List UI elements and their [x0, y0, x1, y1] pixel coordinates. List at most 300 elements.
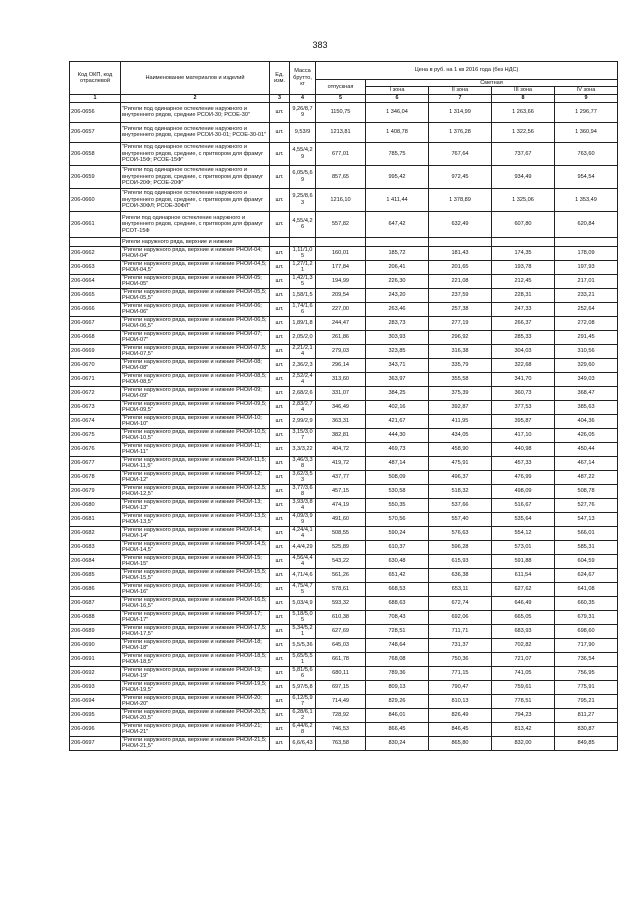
- unit-cell: шт.: [270, 400, 290, 414]
- zone-4-price-cell: 197,93: [555, 260, 618, 274]
- release-price-cell: 382,81: [316, 428, 366, 442]
- zone-2-price-cell: 181,43: [429, 246, 492, 260]
- table-row: [70, 102, 618, 122]
- code-cell: 206-0690: [70, 638, 121, 652]
- group-code-cell: [70, 237, 121, 246]
- zone-2-price-cell: 711,71: [429, 624, 492, 638]
- zone-2-price-cell: 632,49: [429, 211, 492, 237]
- zone-3-price-cell: 212,45: [492, 274, 555, 288]
- mass-cell: 6,28/6,1 2: [290, 708, 316, 722]
- table-row: [70, 372, 618, 386]
- name-cell: "Ригели наружного ряда, верхние и нижние РНОИ-13; РНОИ-13": [121, 498, 270, 512]
- zone-4-price-cell: 178,09: [555, 246, 618, 260]
- table-row: [70, 694, 618, 708]
- unit-cell: шт.: [270, 288, 290, 302]
- zone-4-price-cell: 660,35: [555, 596, 618, 610]
- mass-cell: 4,75/4,7 5: [290, 582, 316, 596]
- table-header: [70, 62, 618, 103]
- zone-2-price-cell: 375,39: [429, 386, 492, 400]
- mass-cell: 5,18/5,0 5: [290, 610, 316, 624]
- zone-2-price-cell: 750,36: [429, 652, 492, 666]
- zone-3-price-cell: 360,73: [492, 386, 555, 400]
- zone-1-price-cell: 487,14: [366, 456, 429, 470]
- unit-cell: шт.: [270, 344, 290, 358]
- zone-3-price-cell: 516,67: [492, 498, 555, 512]
- name-cell: "Ригели наружного ряда, верхние и нижние РНОИ-21; РНОИ-21": [121, 722, 270, 736]
- zone-4-price-cell: 624,67: [555, 568, 618, 582]
- release-price-cell: 209,54: [316, 288, 366, 302]
- name-cell: "Ригели наружного ряда, верхние и нижние РНОИ-14,5; РНОИ-14,5": [121, 540, 270, 554]
- zone-3-price-cell: 304,03: [492, 344, 555, 358]
- zone-2-price-cell: 411,95: [429, 414, 492, 428]
- name-cell: "Ригели наружного ряда, верхние и нижние РНОИ-09,5; РНОИ-09,5": [121, 400, 270, 414]
- col-number: 9: [555, 94, 618, 102]
- price-table: [69, 61, 618, 751]
- release-price-cell: 1213,81: [316, 122, 366, 142]
- zone-1-price-cell: 708,43: [366, 610, 429, 624]
- zone-1-price-cell: 668,53: [366, 582, 429, 596]
- release-price-cell: 543,22: [316, 554, 366, 568]
- name-cell: "Ригели наружного ряда, верхние и нижние РНОИ-04,5; РНОИ-04,5": [121, 260, 270, 274]
- release-price-cell: 313,60: [316, 372, 366, 386]
- release-price-cell: 557,82: [316, 211, 366, 237]
- zone-2-price-cell: 771,15: [429, 666, 492, 680]
- zone-1-price-cell: 866,45: [366, 722, 429, 736]
- header-mass: Масса брутто, кг: [290, 62, 316, 95]
- unit-cell: шт.: [270, 302, 290, 316]
- header-zone-3: III зона: [492, 87, 555, 94]
- zone-4-price-cell: 310,56: [555, 344, 618, 358]
- zone-3-price-cell: 228,31: [492, 288, 555, 302]
- zone-3-price-cell: 395,87: [492, 414, 555, 428]
- name-cell: "Ригели наружного ряда, верхние и нижние РНОИ-07,5; РНОИ-07,5": [121, 344, 270, 358]
- unit-cell: шт.: [270, 596, 290, 610]
- name-cell: "Ригели наружного ряда, верхние и нижние РНОИ-11; РНОИ-11": [121, 442, 270, 456]
- code-cell: 206-0694: [70, 694, 121, 708]
- table-row: [70, 666, 618, 680]
- unit-cell: шт.: [270, 102, 290, 122]
- unit-cell: шт.: [270, 246, 290, 260]
- zone-2-price-cell: 865,80: [429, 736, 492, 750]
- zone-4-price-cell: 566,01: [555, 526, 618, 540]
- zone-3-price-cell: 646,49: [492, 596, 555, 610]
- zone-3-price-cell: 377,53: [492, 400, 555, 414]
- code-cell: 206-0696: [70, 722, 121, 736]
- release-price-cell: 227,00: [316, 302, 366, 316]
- name-cell: "Ригели под одинарное остекление наружного и внутреннего рядов, средние, с притвором для фрамуг РСОИ-15Ф; РСОЕ-15Ф": [121, 142, 270, 165]
- zone-3-price-cell: 702,82: [492, 638, 555, 652]
- zone-2-price-cell: 518,32: [429, 484, 492, 498]
- zone-1-price-cell: 830,24: [366, 736, 429, 750]
- name-cell: "Ригели наружного ряда, верхние и нижние РНОИ-06; РНОИ-06": [121, 302, 270, 316]
- release-price-cell: 404,72: [316, 442, 366, 456]
- name-cell: Ригели под одинарное остекление наружного и внутреннего рядов, средние, с притвором для фрамуг РСОТ-15Ф: [121, 211, 270, 237]
- mass-cell: 3,77/3,6 8: [290, 484, 316, 498]
- zone-1-price-cell: 789,36: [366, 666, 429, 680]
- code-cell: 206-0670: [70, 358, 121, 372]
- unit-cell: шт.: [270, 708, 290, 722]
- zone-3-price-cell: 832,00: [492, 736, 555, 750]
- mass-cell: 6,44/6,2 8: [290, 722, 316, 736]
- table-row: [70, 211, 618, 237]
- table-row: [70, 638, 618, 652]
- zone-2-price-cell: 1 378,89: [429, 188, 492, 211]
- mass-cell: 3,93/3,8 4: [290, 498, 316, 512]
- release-price-cell: 491,60: [316, 512, 366, 526]
- group-empty-cell: [366, 237, 429, 246]
- zone-3-price-cell: 193,78: [492, 260, 555, 274]
- zone-3-price-cell: 573,01: [492, 540, 555, 554]
- column-number-row: [70, 94, 618, 102]
- name-cell: "Ригели наружного ряда, верхние и нижние РНОИ-18,5; РНОИ-18,5": [121, 652, 270, 666]
- unit-cell: шт.: [270, 442, 290, 456]
- zone-4-price-cell: 717,90: [555, 638, 618, 652]
- zone-1-price-cell: 363,97: [366, 372, 429, 386]
- table-row: [70, 122, 618, 142]
- mass-cell: 2,21/2,1 4: [290, 344, 316, 358]
- zone-1-price-cell: 748,64: [366, 638, 429, 652]
- release-price-cell: 160,01: [316, 246, 366, 260]
- zone-1-price-cell: 809,13: [366, 680, 429, 694]
- zone-1-price-cell: 283,73: [366, 316, 429, 330]
- code-cell: 206-0671: [70, 372, 121, 386]
- mass-cell: 5,34/5,2 1: [290, 624, 316, 638]
- zone-2-price-cell: 596,28: [429, 540, 492, 554]
- code-cell: 206-0695: [70, 708, 121, 722]
- zone-3-price-cell: 341,70: [492, 372, 555, 386]
- zone-4-price-cell: 291,45: [555, 330, 618, 344]
- group-empty-cell: [316, 237, 366, 246]
- zone-2-price-cell: 576,63: [429, 526, 492, 540]
- unit-cell: шт.: [270, 498, 290, 512]
- zone-4-price-cell: 252,64: [555, 302, 618, 316]
- header-code: Код ОКП, код отраслевой: [70, 62, 121, 95]
- name-cell: "Ригели наружного ряда, верхние и нижние РНОИ-18; РНОИ-18": [121, 638, 270, 652]
- mass-cell: 2,36/2,3: [290, 358, 316, 372]
- group-empty-cell: [290, 237, 316, 246]
- table-row: [70, 470, 618, 484]
- code-cell: 206-0677: [70, 456, 121, 470]
- zone-1-price-cell: 469,73: [366, 442, 429, 456]
- code-cell: 206-0659: [70, 165, 121, 188]
- zone-4-price-cell: 426,05: [555, 428, 618, 442]
- mass-cell: 1,42/1,3 5: [290, 274, 316, 288]
- name-cell: "Ригели наружного ряда, верхние и нижние РНОИ-10; РНОИ-10": [121, 414, 270, 428]
- unit-cell: шт.: [270, 484, 290, 498]
- code-cell: 206-0668: [70, 330, 121, 344]
- zone-4-price-cell: 830,87: [555, 722, 618, 736]
- table-row: [70, 274, 618, 288]
- mass-cell: 5,81/5,6 6: [290, 666, 316, 680]
- code-cell: 206-0663: [70, 260, 121, 274]
- table-row: [70, 708, 618, 722]
- zone-2-price-cell: 277,19: [429, 316, 492, 330]
- zone-3-price-cell: 1 263,66: [492, 102, 555, 122]
- group-label: Ригели наружного ряда, верхние и нижние: [121, 237, 270, 246]
- zone-1-price-cell: 421,67: [366, 414, 429, 428]
- zone-1-price-cell: 226,30: [366, 274, 429, 288]
- code-cell: 206-0676: [70, 442, 121, 456]
- mass-cell: 6,12/5,9 7: [290, 694, 316, 708]
- zone-3-price-cell: 591,88: [492, 554, 555, 568]
- table-row: [70, 316, 618, 330]
- zone-1-price-cell: 647,42: [366, 211, 429, 237]
- release-price-cell: 857,65: [316, 165, 366, 188]
- table-row: [70, 428, 618, 442]
- release-price-cell: 593,32: [316, 596, 366, 610]
- zone-3-price-cell: 627,62: [492, 582, 555, 596]
- zone-1-price-cell: 402,16: [366, 400, 429, 414]
- code-cell: 206-0669: [70, 344, 121, 358]
- table-row: [70, 456, 618, 470]
- release-price-cell: 728,92: [316, 708, 366, 722]
- zone-4-price-cell: 450,44: [555, 442, 618, 456]
- table-row: [70, 512, 618, 526]
- mass-cell: 5,97/5,8: [290, 680, 316, 694]
- release-price-cell: 474,19: [316, 498, 366, 512]
- zone-3-price-cell: 934,49: [492, 165, 555, 188]
- name-cell: "Ригели наружного ряда, верхние и нижние РНОИ-05; РНОИ-05": [121, 274, 270, 288]
- zone-4-price-cell: 620,84: [555, 211, 618, 237]
- zone-1-price-cell: 995,42: [366, 165, 429, 188]
- code-cell: 206-0675: [70, 428, 121, 442]
- zone-2-price-cell: 475,91: [429, 456, 492, 470]
- unit-cell: шт.: [270, 428, 290, 442]
- zone-3-price-cell: 794,23: [492, 708, 555, 722]
- unit-cell: шт.: [270, 414, 290, 428]
- table-row: [70, 610, 618, 624]
- zone-4-price-cell: 368,47: [555, 386, 618, 400]
- release-price-cell: 244,47: [316, 316, 366, 330]
- code-cell: 206-0678: [70, 470, 121, 484]
- code-cell: 206-0685: [70, 568, 121, 582]
- zone-2-price-cell: 355,58: [429, 372, 492, 386]
- zone-4-price-cell: 795,21: [555, 694, 618, 708]
- release-price-cell: 677,01: [316, 142, 366, 165]
- name-cell: "Ригели наружного ряда, верхние и нижние РНОИ-05,5; РНОИ-05,5": [121, 288, 270, 302]
- table-row: [70, 652, 618, 666]
- name-cell: "Ригели наружного ряда, верхние и нижние РНОИ-17,5; РНОИ-17,5": [121, 624, 270, 638]
- zone-4-price-cell: 349,03: [555, 372, 618, 386]
- table-row: [70, 165, 618, 188]
- header-zone-4: IV зона: [555, 87, 618, 94]
- name-cell: "Ригели под одинарное остекление наружного и внутреннего рядов, средние, с притвором для фрамуг РСОИ-30ФЛ; РСОЕ-30ФЛ": [121, 188, 270, 211]
- unit-cell: шт.: [270, 554, 290, 568]
- unit-cell: шт.: [270, 358, 290, 372]
- release-price-cell: 680,11: [316, 666, 366, 680]
- name-cell: "Ригели наружного ряда, верхние и нижние РНОИ-06,5; РНОИ-06,5": [121, 316, 270, 330]
- zone-4-price-cell: 1 360,94: [555, 122, 618, 142]
- zone-4-price-cell: 849,85: [555, 736, 618, 750]
- zone-4-price-cell: 508,78: [555, 484, 618, 498]
- code-cell: 206-0673: [70, 400, 121, 414]
- unit-cell: шт.: [270, 211, 290, 237]
- name-cell: "Ригели наружного ряда, верхние и нижние РНОИ-20,5; РНОИ-20,5": [121, 708, 270, 722]
- code-cell: 206-0662: [70, 246, 121, 260]
- table-row: [70, 498, 618, 512]
- code-cell: 206-0674: [70, 414, 121, 428]
- zone-2-price-cell: 316,38: [429, 344, 492, 358]
- zone-3-price-cell: 322,68: [492, 358, 555, 372]
- unit-cell: шт.: [270, 582, 290, 596]
- mass-cell: 2,68/2,6: [290, 386, 316, 400]
- code-cell: 206-0688: [70, 610, 121, 624]
- zone-1-price-cell: 768,08: [366, 652, 429, 666]
- release-price-cell: 627,69: [316, 624, 366, 638]
- header-name: Наименование материалов и изделий: [121, 62, 270, 95]
- name-cell: "Ригели наружного ряда, верхние и нижние РНОИ-21,5; РНОИ-21,5": [121, 736, 270, 750]
- page-number: 383: [312, 40, 328, 50]
- col-number: 6: [366, 94, 429, 102]
- zone-3-price-cell: 440,98: [492, 442, 555, 456]
- name-cell: "Ригели наружного ряда, верхние и нижние РНОИ-12,5; РНОИ-12,5": [121, 484, 270, 498]
- unit-cell: шт.: [270, 694, 290, 708]
- col-number: 1: [70, 94, 121, 102]
- mass-cell: 9,26/8,7 9: [290, 102, 316, 122]
- release-price-cell: 296,14: [316, 358, 366, 372]
- zone-1-price-cell: 630,48: [366, 554, 429, 568]
- release-price-cell: 561,26: [316, 568, 366, 582]
- unit-cell: шт.: [270, 638, 290, 652]
- unit-cell: шт.: [270, 680, 290, 694]
- mass-cell: 2,52/2,4 4: [290, 372, 316, 386]
- zone-1-price-cell: 651,42: [366, 568, 429, 582]
- name-cell: "Ригели наружного ряда, верхние и нижние РНОИ-11,5; РНОИ-11,5": [121, 456, 270, 470]
- zone-2-price-cell: 434,05: [429, 428, 492, 442]
- release-price-cell: 261,86: [316, 330, 366, 344]
- release-price-cell: 661,78: [316, 652, 366, 666]
- zone-1-price-cell: 846,01: [366, 708, 429, 722]
- unit-cell: шт.: [270, 372, 290, 386]
- group-empty-cell: [555, 237, 618, 246]
- code-cell: 206-0679: [70, 484, 121, 498]
- mass-cell: 6,05/5,6 9: [290, 165, 316, 188]
- zone-1-price-cell: 590,24: [366, 526, 429, 540]
- zone-3-price-cell: 498,09: [492, 484, 555, 498]
- zone-2-price-cell: 557,40: [429, 512, 492, 526]
- zone-4-price-cell: 1 353,49: [555, 188, 618, 211]
- header-estimate: Сметная: [366, 80, 618, 87]
- mass-cell: 1,58/1,5: [290, 288, 316, 302]
- code-cell: 206-0666: [70, 302, 121, 316]
- unit-cell: шт.: [270, 316, 290, 330]
- table-row: [70, 246, 618, 260]
- zone-2-price-cell: 392,87: [429, 400, 492, 414]
- mass-cell: 4,55/4,2 6: [290, 211, 316, 237]
- zone-1-price-cell: 785,75: [366, 142, 429, 165]
- zone-4-price-cell: 775,91: [555, 680, 618, 694]
- zone-4-price-cell: 487,22: [555, 470, 618, 484]
- release-price-cell: 1150,75: [316, 102, 366, 122]
- release-price-cell: 419,72: [316, 456, 366, 470]
- zone-4-price-cell: 527,76: [555, 498, 618, 512]
- zone-4-price-cell: 698,60: [555, 624, 618, 638]
- release-price-cell: 457,15: [316, 484, 366, 498]
- mass-cell: 9,25/8,6 3: [290, 188, 316, 211]
- unit-cell: шт.: [270, 456, 290, 470]
- unit-cell: шт.: [270, 526, 290, 540]
- header-unit: Ед. изм.: [270, 62, 290, 95]
- name-cell: "Ригели наружного ряда, верхние и нижние РНОИ-16,5; РНОИ-16,5": [121, 596, 270, 610]
- zone-2-price-cell: 731,37: [429, 638, 492, 652]
- unit-cell: шт.: [270, 274, 290, 288]
- zone-3-price-cell: 759,61: [492, 680, 555, 694]
- zone-3-price-cell: 1 322,56: [492, 122, 555, 142]
- zone-2-price-cell: 846,45: [429, 722, 492, 736]
- zone-2-price-cell: 692,06: [429, 610, 492, 624]
- name-cell: "Ригели под одинарное остекление наружного и внутреннего рядов, средние РСОИ-30; РСОЕ-30": [121, 102, 270, 122]
- mass-cell: 3,62/3,5 3: [290, 470, 316, 484]
- unit-cell: шт.: [270, 330, 290, 344]
- mass-cell: 3,46/3,3 8: [290, 456, 316, 470]
- name-cell: "Ригели наружного ряда, верхние и нижние РНОИ-12; РНОИ-12": [121, 470, 270, 484]
- table-row: [70, 260, 618, 274]
- table-row: [70, 330, 618, 344]
- release-price-cell: 610,38: [316, 610, 366, 624]
- unit-cell: шт.: [270, 722, 290, 736]
- mass-cell: 5,03/4,9: [290, 596, 316, 610]
- release-price-cell: 1216,10: [316, 188, 366, 211]
- unit-cell: шт.: [270, 165, 290, 188]
- code-cell: 206-0689: [70, 624, 121, 638]
- mass-cell: 1,11/1,0 5: [290, 246, 316, 260]
- zone-3-price-cell: 737,67: [492, 142, 555, 165]
- zone-4-price-cell: 756,95: [555, 666, 618, 680]
- table-row: [70, 568, 618, 582]
- zone-2-price-cell: 636,38: [429, 568, 492, 582]
- zone-4-price-cell: 763,60: [555, 142, 618, 165]
- zone-1-price-cell: 1 346,04: [366, 102, 429, 122]
- release-price-cell: 177,84: [316, 260, 366, 274]
- zone-2-price-cell: 496,37: [429, 470, 492, 484]
- name-cell: "Ригели наружного ряда, верхние и нижние РНОИ-13,5; РНОИ-13,5": [121, 512, 270, 526]
- name-cell: "Ригели наружного ряда, верхние и нижние РНОИ-14; РНОИ-14": [121, 526, 270, 540]
- code-cell: 206-0681: [70, 512, 121, 526]
- zone-2-price-cell: 257,38: [429, 302, 492, 316]
- zone-2-price-cell: 615,93: [429, 554, 492, 568]
- table-row: [70, 624, 618, 638]
- zone-3-price-cell: 285,33: [492, 330, 555, 344]
- release-price-cell: 697,15: [316, 680, 366, 694]
- zone-3-price-cell: 476,99: [492, 470, 555, 484]
- col-number: 4: [290, 94, 316, 102]
- zone-3-price-cell: 611,54: [492, 568, 555, 582]
- table-row: [70, 288, 618, 302]
- unit-cell: шт.: [270, 624, 290, 638]
- zone-2-price-cell: 201,65: [429, 260, 492, 274]
- zone-2-price-cell: 653,11: [429, 582, 492, 596]
- unit-cell: шт.: [270, 470, 290, 484]
- table-row: [70, 582, 618, 596]
- zone-1-price-cell: 185,72: [366, 246, 429, 260]
- zone-4-price-cell: 467,14: [555, 456, 618, 470]
- zone-4-price-cell: 954,54: [555, 165, 618, 188]
- mass-cell: 2,99/2,9: [290, 414, 316, 428]
- mass-cell: 2,83/2,7 4: [290, 400, 316, 414]
- unit-cell: шт.: [270, 142, 290, 165]
- zone-1-price-cell: 570,56: [366, 512, 429, 526]
- mass-cell: 4,09/3,9 9: [290, 512, 316, 526]
- unit-cell: шт.: [270, 386, 290, 400]
- code-cell: 206-0691: [70, 652, 121, 666]
- zone-2-price-cell: 790,47: [429, 680, 492, 694]
- table-row: [70, 142, 618, 165]
- mass-cell: 5,65/5,5 1: [290, 652, 316, 666]
- zone-4-price-cell: 547,13: [555, 512, 618, 526]
- zone-4-price-cell: 1 296,77: [555, 102, 618, 122]
- header-price: Цена в руб. на 1 кв 2016 года (без НДС): [316, 62, 618, 80]
- zone-2-price-cell: 1 376,28: [429, 122, 492, 142]
